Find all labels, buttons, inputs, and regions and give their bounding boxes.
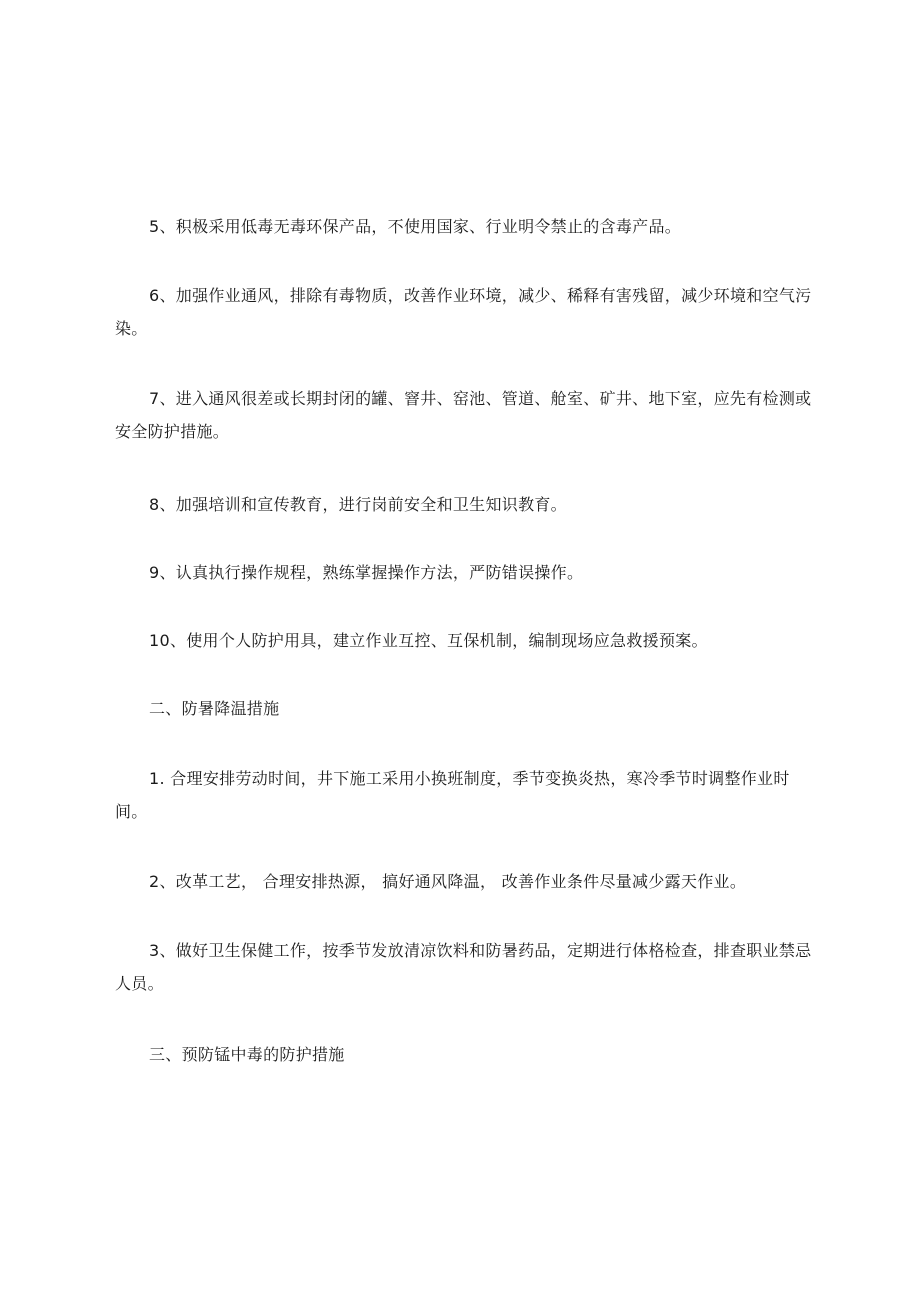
paragraph-item-10: 10、使用个人防护用具，建立作业互控、互保机制，编制现场应急救援预案。: [149, 631, 708, 650]
section-heading-heatstroke: 二、防暑降温措施: [149, 699, 280, 718]
paragraph-heat-item-2: 2、改革工艺， 合理安排热源， 搞好通风降温， 改善作业条件尽量减少露天作业。: [149, 872, 747, 891]
section-heading-manganese: 三、预防锰中毒的防护措施: [149, 1045, 345, 1064]
paragraph-item-7: 7、进入通风很差或长期封闭的罐、窨井、窑池、管道、舱室、矿井、地下室，应先有检测或安全防护措施。: [115, 389, 812, 441]
paragraph-heat-item-3: 3、做好卫生保健工作，按季节发放清凉饮料和防暑药品，定期进行体格检查，排查职业禁忌人员。: [115, 941, 812, 993]
paragraph-item-5: 5、积极采用低毒无毒环保产品，不使用国家、行业明令禁止的含毒产品。: [149, 217, 682, 236]
paragraph-item-8: 8、加强培训和宣传教育，进行岗前安全和卫生知识教育。: [149, 495, 567, 514]
paragraph-heat-item-1: 1. 合理安排劳动时间，井下施工采用小换班制度，季节变换炎热，寒冷季节时调整作业时间。: [115, 769, 790, 821]
paragraph-item-6: 6、加强作业通风，排除有毒物质，改善作业环境，减少、稀释有害残留，减少环境和空气污染。: [115, 286, 812, 338]
paragraph-item-9: 9、认真执行操作规程，熟练掌握操作方法，严防错误操作。: [149, 563, 584, 582]
